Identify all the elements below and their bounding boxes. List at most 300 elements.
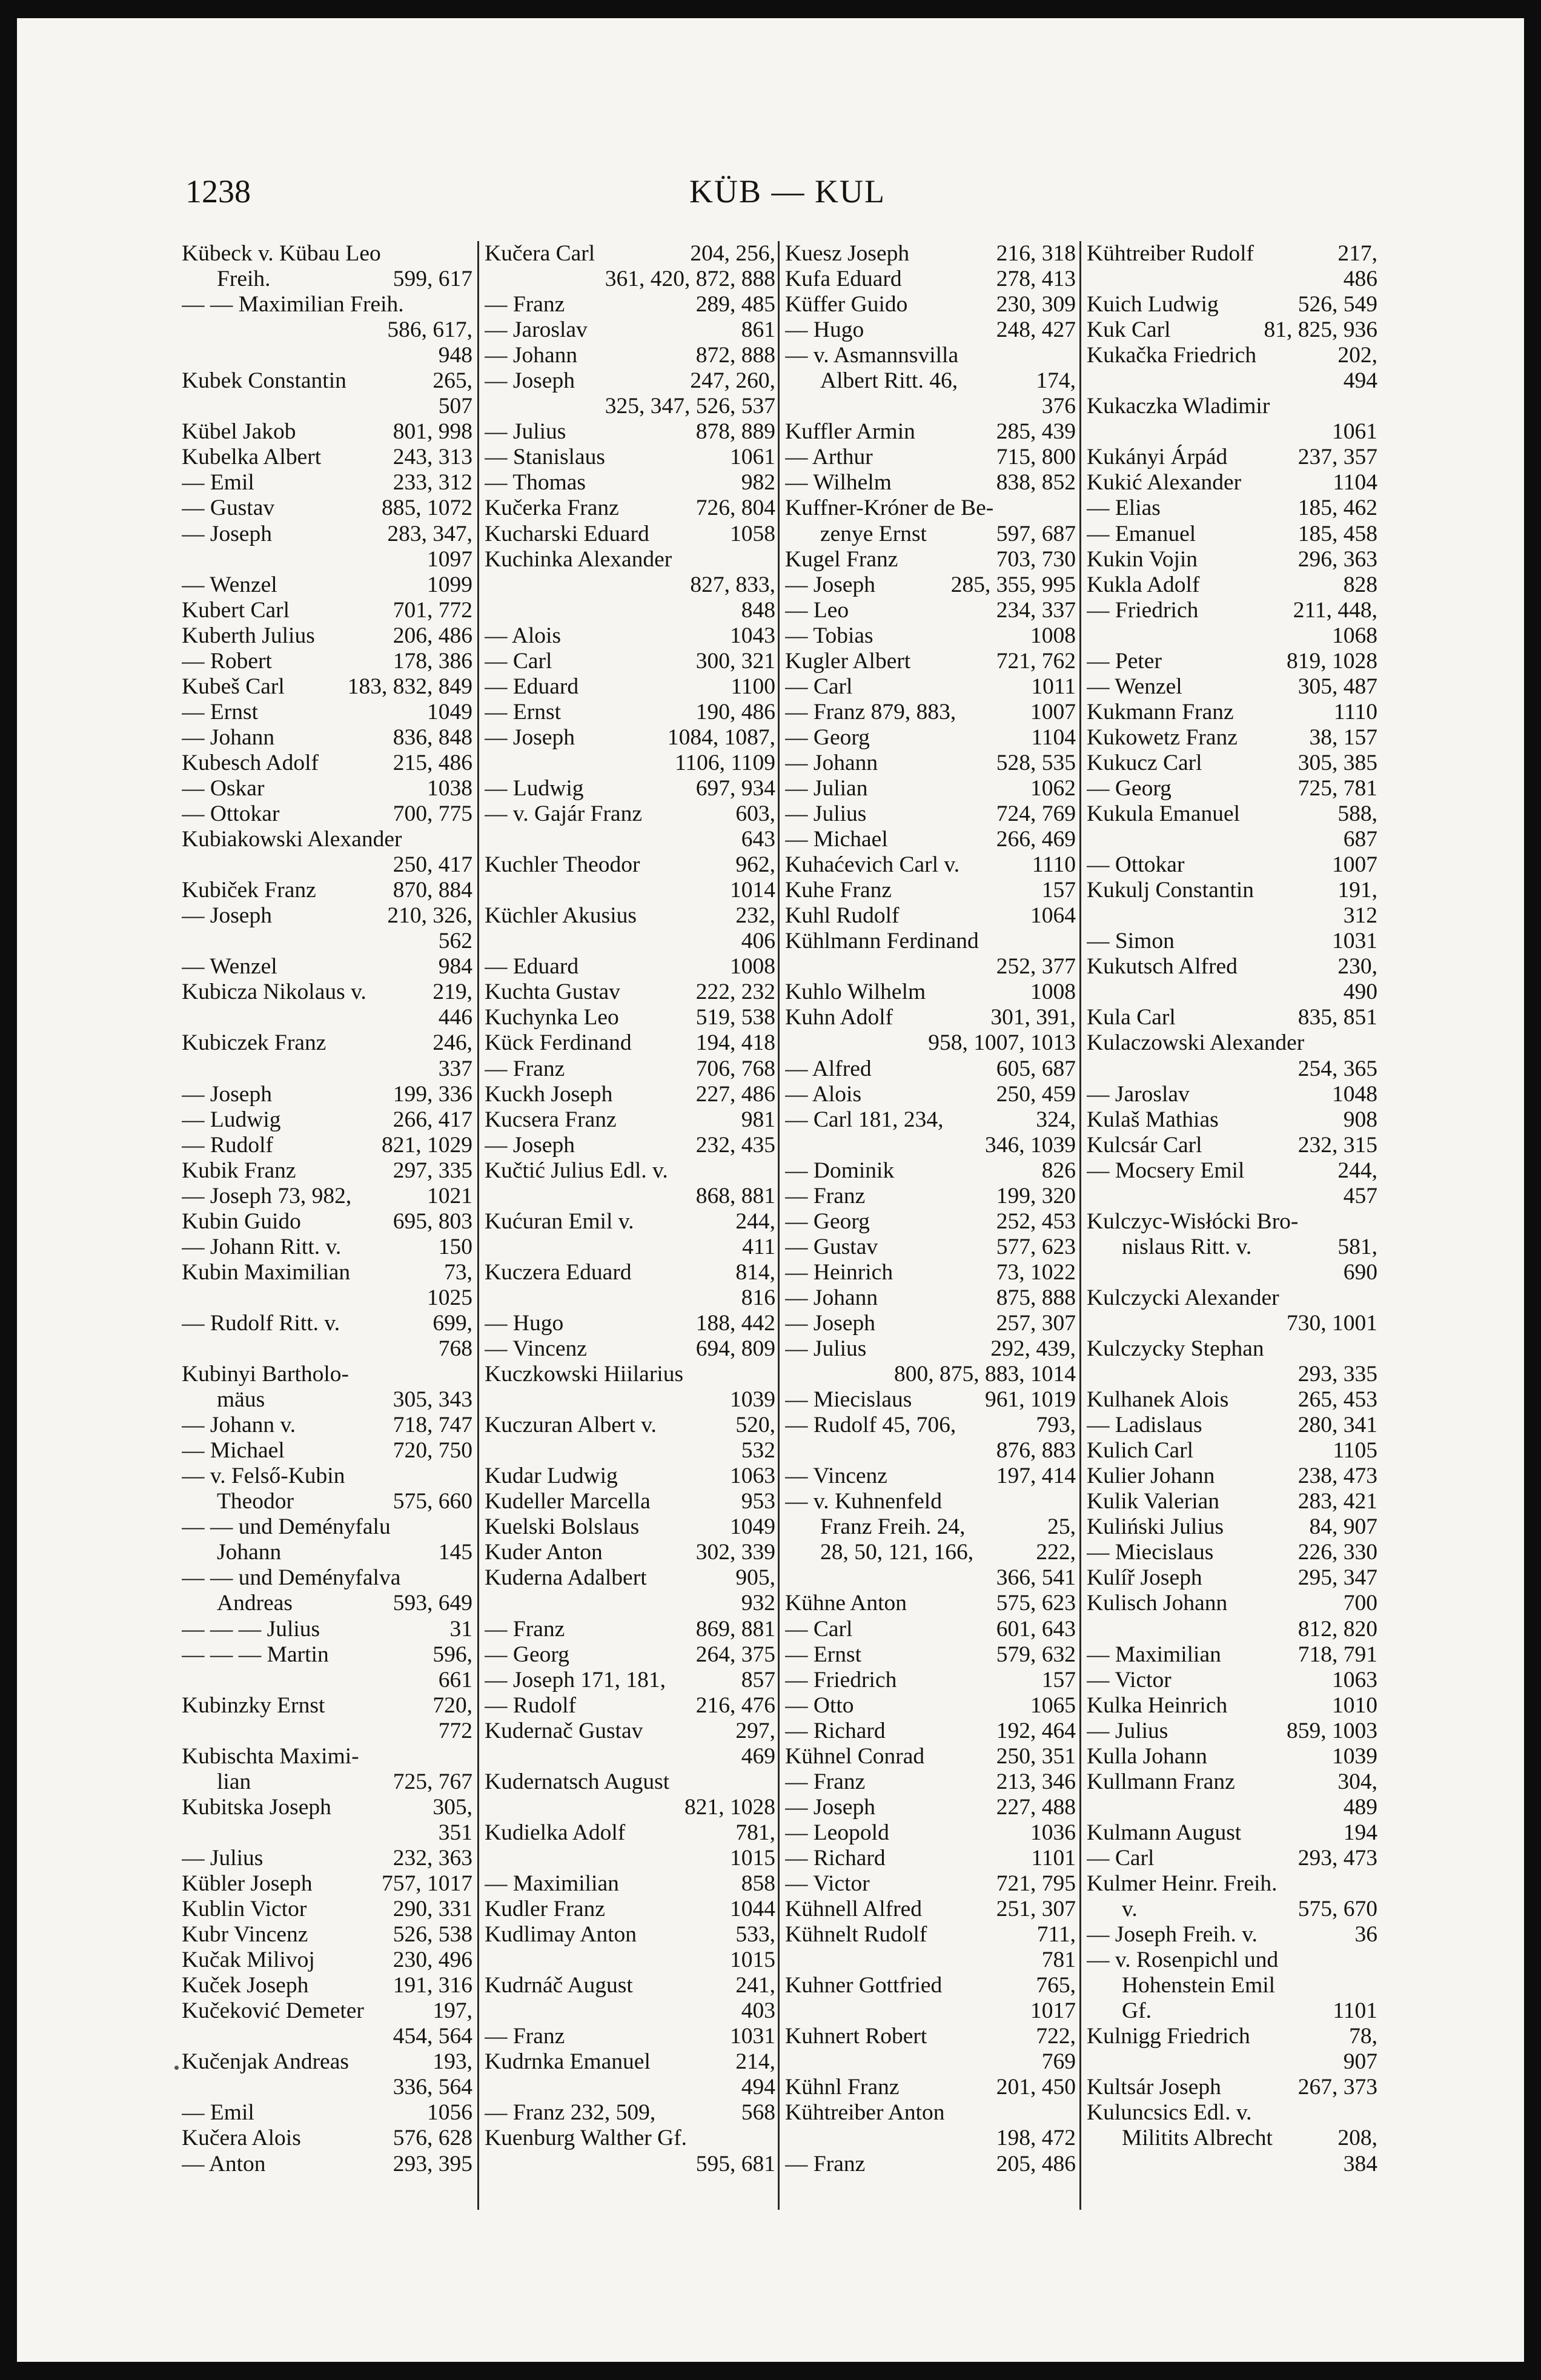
index-entry-line	[785, 2152, 1076, 2177]
index-entry-line	[182, 852, 472, 878]
entry-name: Kübeck v. Kübau Leo	[182, 241, 381, 266]
index-entry-line	[485, 1846, 775, 1871]
index-entry-line	[485, 649, 775, 674]
entry-page-refs: 875, 888	[996, 1285, 1076, 1310]
entry-page-refs: 1014	[730, 878, 775, 903]
index-entry-line	[485, 1311, 775, 1336]
entry-page-refs: 188, 442	[695, 1310, 775, 1336]
entry-page-refs: 174,	[1036, 368, 1076, 394]
entry-page-refs: 579, 632	[996, 1642, 1076, 1667]
entry-page-refs: 252, 377	[996, 954, 1076, 980]
entry-page-refs: 244,	[1337, 1158, 1377, 1183]
entry-name: — Georg	[1087, 775, 1171, 801]
entry-name: — Franz 232, 509,	[485, 2100, 656, 2126]
entry-name: Kučera Carl	[485, 241, 595, 266]
index-entry-line	[1087, 1362, 1377, 1387]
index-entry-line	[785, 1336, 1076, 1362]
index-entry-line	[485, 1158, 775, 1184]
index-entry-line	[182, 1744, 472, 1769]
entry-name: Kudernač Gustav	[485, 1718, 643, 1743]
entry-name: Kühtreiber Rudolf	[1087, 241, 1254, 266]
index-entry-line	[785, 1973, 1076, 1998]
entry-page-refs: 701, 772	[393, 597, 472, 623]
entry-page-refs: 191,	[1337, 878, 1377, 903]
entry-name: — Rudolf	[182, 1132, 274, 1158]
index-entry-line	[485, 496, 775, 521]
entry-page-refs: 576, 628	[393, 2126, 472, 2151]
index-entry-line	[1087, 1413, 1377, 1438]
entry-page-refs: 302, 339	[695, 1540, 775, 1565]
entry-page-refs: 575, 623	[996, 1591, 1076, 1616]
index-entry-line	[785, 980, 1076, 1005]
index-entry-line	[1087, 1005, 1377, 1030]
index-entry-line	[485, 980, 775, 1005]
entry-page-refs: 227, 488	[996, 1794, 1076, 1820]
entry-page-refs: 861	[741, 317, 775, 343]
index-entry-line	[785, 1463, 1076, 1489]
index-entry-line	[1087, 2100, 1377, 2126]
entry-name: — Joseph	[485, 724, 575, 750]
index-entry-line	[785, 1617, 1076, 1642]
entry-page-refs: 237, 357	[1297, 445, 1377, 470]
index-entry-line	[485, 1082, 775, 1107]
index-entry-line	[785, 419, 1076, 445]
entry-page-refs: 826	[1041, 1158, 1076, 1183]
entry-page-refs: 305, 487	[1297, 674, 1377, 699]
index-entry-line	[1087, 2152, 1377, 2177]
entry-name: — Carl	[1087, 1845, 1155, 1871]
index-entry-line	[785, 1693, 1076, 1719]
index-entry-line	[1087, 1336, 1377, 1362]
entry-page-refs: 694, 809	[695, 1336, 775, 1362]
index-entry-line	[1087, 649, 1377, 674]
entry-name: Kudielka Adolf	[485, 1820, 626, 1845]
entry-name: Kukla Adolf	[1087, 572, 1200, 597]
entry-name: — v. Kuhnenfeld	[785, 1489, 942, 1514]
entry-name: Kück Ferdinand	[485, 1030, 632, 1056]
entry-page-refs: 1063	[730, 1463, 775, 1489]
index-entry-line	[785, 1591, 1076, 1616]
entry-page-refs: 876, 883	[996, 1438, 1076, 1463]
index-entry-line	[1087, 598, 1377, 623]
entry-name: Kuluncsics Edl. v.	[1087, 2100, 1252, 2126]
entry-page-refs: 337	[438, 1056, 472, 1081]
entry-page-refs: 403	[741, 1998, 775, 2024]
entry-name: — v. Asmannsvilla	[785, 343, 959, 368]
entry-page-refs: 250, 351	[996, 1743, 1076, 1769]
entry-page-refs: 150	[438, 1234, 472, 1259]
index-entry-line	[485, 522, 775, 547]
entry-page-refs: 31	[449, 1616, 472, 1642]
entry-name: Kučeković Demeter	[182, 1998, 364, 2024]
index-entry-line	[182, 1514, 472, 1540]
index-entry-line	[182, 1005, 472, 1030]
entry-name: Kuhe Franz	[785, 878, 892, 903]
entry-name: — Franz 879, 883,	[785, 699, 956, 724]
index-entry-line	[182, 1362, 472, 1387]
entry-name: — Joseph	[785, 1794, 875, 1820]
index-entry-line	[485, 954, 775, 980]
entry-page-refs: 1065	[1030, 1692, 1076, 1718]
index-entry-line	[785, 522, 1076, 547]
entry-page-refs: 528, 535	[996, 750, 1076, 775]
entry-page-refs: 232, 315	[1297, 1132, 1377, 1158]
entry-page-refs: 575, 670	[1297, 1897, 1377, 1922]
index-entry-line	[785, 852, 1076, 878]
index-entry-line	[485, 1693, 775, 1719]
page-header	[17, 173, 1524, 221]
speck-mark	[174, 2066, 179, 2070]
index-entry-line	[485, 852, 775, 878]
entry-name: — Simon	[1087, 929, 1175, 954]
entry-page-refs: 192, 464	[996, 1718, 1076, 1743]
entry-page-refs: 232,	[735, 903, 775, 929]
entry-page-refs: 406	[741, 929, 775, 954]
entry-name: — Jaroslav	[485, 317, 588, 343]
entry-name: — Rudolf 45, 706,	[785, 1413, 956, 1438]
entry-page-refs: 213, 346	[996, 1769, 1076, 1794]
entry-page-refs: 210, 326,	[387, 903, 472, 929]
entry-name: — Franz	[485, 1056, 565, 1081]
entry-name: Kukutsch Alfred	[1087, 954, 1238, 980]
index-entry-line	[785, 1897, 1076, 1922]
index-entry-line	[1087, 954, 1377, 980]
entry-page-refs: 1101	[1333, 1998, 1377, 2024]
entry-page-refs: 718, 747	[393, 1413, 472, 1438]
index-entry-line	[785, 1260, 1076, 1285]
index-entry-line	[1087, 241, 1377, 267]
entry-page-refs: 765,	[1036, 1973, 1076, 1998]
index-entry-line	[1087, 1795, 1377, 1820]
index-entry-line	[485, 776, 775, 801]
entry-name: — Julius	[1087, 1718, 1168, 1743]
entry-name: — Georg	[785, 724, 870, 750]
index-entry-line	[485, 1514, 775, 1540]
entry-name: Kuhn Adolf	[785, 1005, 893, 1030]
entry-page-refs: 814,	[735, 1259, 775, 1285]
index-entry-line	[785, 1540, 1076, 1565]
entry-name: — v. Felső-Kubin	[182, 1463, 345, 1489]
entry-page-refs: 446	[438, 1005, 472, 1030]
index-entry-line	[182, 419, 472, 445]
index-entry-line	[785, 1820, 1076, 1846]
entry-name: — Johann	[485, 343, 578, 368]
entry-page-refs: 568	[741, 2100, 775, 2126]
index-entry-line	[485, 1336, 775, 1362]
index-entry-line	[182, 317, 472, 343]
entry-page-refs: 836, 848	[393, 724, 472, 750]
index-entry-line	[1087, 496, 1377, 521]
entry-page-refs: 325, 347, 526, 537	[605, 394, 775, 419]
entry-name: Kuckh Joseph	[485, 1081, 613, 1107]
index-entry-line	[182, 623, 472, 649]
entry-name: — Emil	[182, 2100, 254, 2126]
index-entry-line	[485, 1871, 775, 1897]
entry-page-refs: 1015	[730, 1845, 775, 1871]
index-entry-line	[485, 1668, 775, 1693]
index-entry-line	[1087, 929, 1377, 954]
index-entry-line	[485, 343, 775, 368]
entry-page-refs: 908	[1343, 1107, 1377, 1132]
entry-page-refs: 215, 486	[393, 750, 472, 775]
entry-page-refs: 190, 486	[695, 699, 775, 724]
index-entry-line	[182, 649, 472, 674]
entry-page-refs: 1105	[1333, 1438, 1377, 1463]
index-entry-line	[1087, 1133, 1377, 1158]
entry-page-refs: 81, 825, 936	[1264, 317, 1377, 343]
index-entry-line	[182, 1998, 472, 2024]
entry-name: Kulla Johann	[1087, 1743, 1207, 1769]
index-entry-line	[785, 1413, 1076, 1438]
entry-page-refs: 469	[741, 1743, 775, 1769]
index-entry-line	[785, 1947, 1076, 1973]
index-entry-line	[485, 1719, 775, 1744]
index-entry-line	[785, 623, 1076, 649]
entry-page-refs: 266, 417	[393, 1107, 472, 1132]
entry-name: mäus	[217, 1387, 265, 1413]
index-entry-line	[485, 1897, 775, 1922]
entry-name: Kubin Maximilian	[182, 1259, 351, 1285]
entry-page-refs: 230,	[1337, 954, 1377, 980]
entry-page-refs: 1106, 1109	[675, 750, 775, 775]
index-entry-line	[485, 1413, 775, 1438]
index-entry-line	[182, 1617, 472, 1642]
entry-page-refs: 828	[1343, 572, 1377, 597]
index-entry-line	[182, 1387, 472, 1413]
index-entry-line	[1087, 470, 1377, 496]
entry-name: Kuchinka Alexander	[485, 546, 672, 572]
index-entry-line	[485, 1947, 775, 1973]
index-entry-line	[485, 1030, 775, 1056]
entry-page-refs: 958, 1007, 1013	[928, 1030, 1076, 1056]
index-entry-line	[785, 1514, 1076, 1540]
entry-page-refs: 981	[741, 1107, 775, 1132]
entry-name: — Carl	[785, 674, 853, 699]
index-entry-line	[785, 1005, 1076, 1030]
index-entry-line	[785, 1133, 1076, 1158]
entry-page-refs: 1084, 1087,	[667, 724, 775, 750]
entry-page-refs: 835, 851	[1297, 1005, 1377, 1030]
entry-name: — Michael	[182, 1438, 285, 1463]
entry-name: — Thomas	[485, 470, 586, 496]
entry-name: Kuberth Julius	[182, 623, 315, 648]
entry-page-refs: 695, 803	[393, 1208, 472, 1234]
entry-name: Kugel Franz	[785, 546, 898, 572]
index-entry-line	[785, 1719, 1076, 1744]
entry-page-refs: 599, 617	[393, 267, 472, 292]
index-entry-line	[182, 827, 472, 852]
index-entry-line	[182, 343, 472, 368]
entry-page-refs: 305,	[432, 1794, 472, 1820]
entry-name: Kulnigg Friedrich	[1087, 2024, 1250, 2049]
entry-page-refs: 489	[1343, 1794, 1377, 1820]
index-entry-line	[182, 700, 472, 725]
entry-name: Kulisch Johann	[1087, 1591, 1228, 1616]
entry-page-refs: 907	[1343, 2049, 1377, 2075]
index-entry-line	[1087, 1387, 1377, 1413]
entry-name: — Franz	[785, 2151, 866, 2176]
entry-name: Kubr Vincenz	[182, 1922, 308, 1947]
index-entry-line	[1087, 776, 1377, 801]
entry-name: Kuderna Adalbert	[485, 1565, 647, 1591]
index-entry-line	[485, 1260, 775, 1285]
entry-page-refs: 300, 321	[695, 648, 775, 674]
index-entry-line	[182, 980, 472, 1005]
entry-name: — Wilhelm	[785, 470, 892, 496]
entry-name: — Hugo	[485, 1310, 564, 1336]
index-entry-line	[1087, 343, 1377, 368]
entry-page-refs: 768	[438, 1336, 472, 1362]
index-entry-line	[785, 751, 1076, 776]
entry-name: — Mocsery Emil	[1087, 1158, 1245, 1183]
entry-name: Kuczkowski Hiilarius	[485, 1362, 684, 1387]
index-entry-line	[785, 368, 1076, 394]
entry-page-refs: 697, 934	[695, 775, 775, 801]
entry-name: Kühnelt Rudolf	[785, 1922, 927, 1947]
index-entry-line	[485, 1438, 775, 1463]
entry-page-refs: 214,	[735, 2049, 775, 2075]
entry-name: — — — Martin	[182, 1642, 329, 1667]
index-entry-line	[1087, 1998, 1377, 2024]
index-entry-line	[485, 2049, 775, 2075]
entry-page-refs: 233, 312	[393, 470, 472, 496]
entry-name: Kudeller Marcella	[485, 1489, 651, 1514]
entry-name: Kuchta Gustav	[485, 980, 620, 1005]
entry-name: Kuder Anton	[485, 1540, 603, 1565]
entry-page-refs: 289, 485	[695, 292, 775, 317]
index-entry-line	[182, 1056, 472, 1082]
index-entry-line	[485, 317, 775, 343]
entry-page-refs: 454, 564	[393, 2024, 472, 2049]
entry-page-refs: 643	[741, 827, 775, 852]
entry-page-refs: 216, 318	[996, 241, 1076, 266]
index-entry-line	[1087, 1668, 1377, 1693]
entry-page-refs: 597, 687	[996, 521, 1076, 546]
index-entry-line	[785, 1158, 1076, 1184]
index-entry-line	[485, 368, 775, 394]
entry-name: — Joseph	[485, 368, 575, 394]
entry-name: Kukić Alexander	[1087, 470, 1242, 496]
entry-name: Kubischta Maximi-	[182, 1743, 359, 1769]
index-entry-line	[485, 929, 775, 954]
entry-page-refs: 1008	[1030, 980, 1076, 1005]
entry-page-refs: 376	[1041, 394, 1076, 419]
entry-page-refs: 725, 767	[393, 1769, 472, 1794]
entry-name: Johann	[217, 1540, 282, 1565]
entry-page-refs: 366, 541	[996, 1565, 1076, 1591]
entry-name: Franz Freih. 24,	[820, 1514, 966, 1540]
index-entry-line	[182, 394, 472, 419]
entry-page-refs: 690	[1343, 1259, 1377, 1285]
entry-page-refs: 411	[742, 1234, 775, 1259]
index-entry-line	[485, 1285, 775, 1311]
index-entry-line	[785, 1565, 1076, 1591]
index-entry-line	[785, 1769, 1076, 1795]
entry-page-refs: 232, 363	[393, 1845, 472, 1871]
index-entry-line	[485, 2126, 775, 2151]
index-entry-line	[1087, 1846, 1377, 1871]
entry-page-refs: 266, 469	[996, 827, 1076, 852]
index-entry-line	[785, 827, 1076, 852]
index-entry-line	[1087, 623, 1377, 649]
entry-name: — Victor	[1087, 1667, 1171, 1692]
index-entry-line	[485, 1235, 775, 1260]
entry-page-refs: 687	[1343, 827, 1377, 852]
entry-page-refs: 859, 1003	[1287, 1718, 1377, 1743]
entry-name: — Franz	[785, 1769, 866, 1794]
entry-name: — Eduard	[485, 954, 579, 980]
index-column-3	[785, 241, 1076, 2216]
entry-name: Andreas	[217, 1591, 293, 1616]
entry-page-refs: 304,	[1337, 1769, 1377, 1794]
entry-page-refs: 1038	[427, 775, 472, 801]
entry-name: — Emil	[182, 470, 254, 496]
entry-name: — Joseph	[785, 572, 875, 597]
index-entry-line	[785, 2126, 1076, 2151]
index-entry-line	[485, 2024, 775, 2049]
entry-page-refs: 305, 385	[1297, 750, 1377, 775]
entry-name: Kulhanek Alois	[1087, 1387, 1229, 1413]
index-entry-line	[182, 445, 472, 470]
index-entry-line	[182, 547, 472, 572]
entry-name: Kuhl Rudolf	[785, 903, 900, 929]
entry-name: — Vincenz	[485, 1336, 587, 1362]
entry-name: Kubik Franz	[182, 1158, 296, 1183]
entry-page-refs: 1031	[1332, 929, 1377, 954]
index-entry-line	[182, 674, 472, 700]
entry-page-refs: 250, 417	[393, 852, 472, 878]
index-entry-line	[1087, 2075, 1377, 2100]
entry-page-refs: 961, 1019	[985, 1387, 1076, 1413]
index-entry-line	[785, 725, 1076, 751]
index-entry-line	[182, 1184, 472, 1209]
index-entry-line	[182, 1413, 472, 1438]
index-entry-line	[485, 2100, 775, 2126]
entry-page-refs: 494	[1343, 368, 1377, 394]
entry-name: — Emanuel	[1087, 521, 1196, 546]
index-entry-line	[1087, 1922, 1377, 1947]
entry-name: — Wenzel	[1087, 674, 1182, 699]
entry-page-refs: 703, 730	[996, 546, 1076, 572]
index-entry-line	[1087, 725, 1377, 751]
entry-name: Kucharski Eduard	[485, 521, 649, 546]
entry-name: — Ludwig	[485, 775, 584, 801]
entry-page-refs: 601, 643	[996, 1616, 1076, 1642]
index-entry-line	[1087, 2024, 1377, 2049]
entry-name: Hohenstein Emil	[1122, 1973, 1276, 1998]
index-entry-line	[182, 2075, 472, 2100]
entry-name: Kulíř Joseph	[1087, 1565, 1202, 1591]
entry-name: Kula Carl	[1087, 1005, 1176, 1030]
index-entry-line	[485, 1998, 775, 2024]
entry-name: Kühlmann Ferdinand	[785, 929, 979, 954]
entry-page-refs: 1031	[730, 2024, 775, 2049]
entry-name: — Georg	[785, 1208, 870, 1234]
entry-name: Kühnl Franz	[785, 2075, 900, 2100]
entry-name: Kuhlo Wilhelm	[785, 980, 926, 1005]
entry-name: — Peter	[1087, 648, 1162, 674]
index-entry-line	[1087, 1897, 1377, 1922]
entry-name: — Rudolf	[485, 1692, 577, 1718]
index-entry-line	[785, 445, 1076, 470]
entry-name: Kulka Heinrich	[1087, 1692, 1228, 1718]
index-entry-line	[182, 1668, 472, 1693]
index-entry-line	[182, 878, 472, 903]
entry-page-refs: 948	[438, 343, 472, 368]
index-entry-line	[785, 1871, 1076, 1897]
entry-page-refs: 603,	[735, 801, 775, 827]
entry-page-refs: 241,	[735, 1973, 775, 1998]
